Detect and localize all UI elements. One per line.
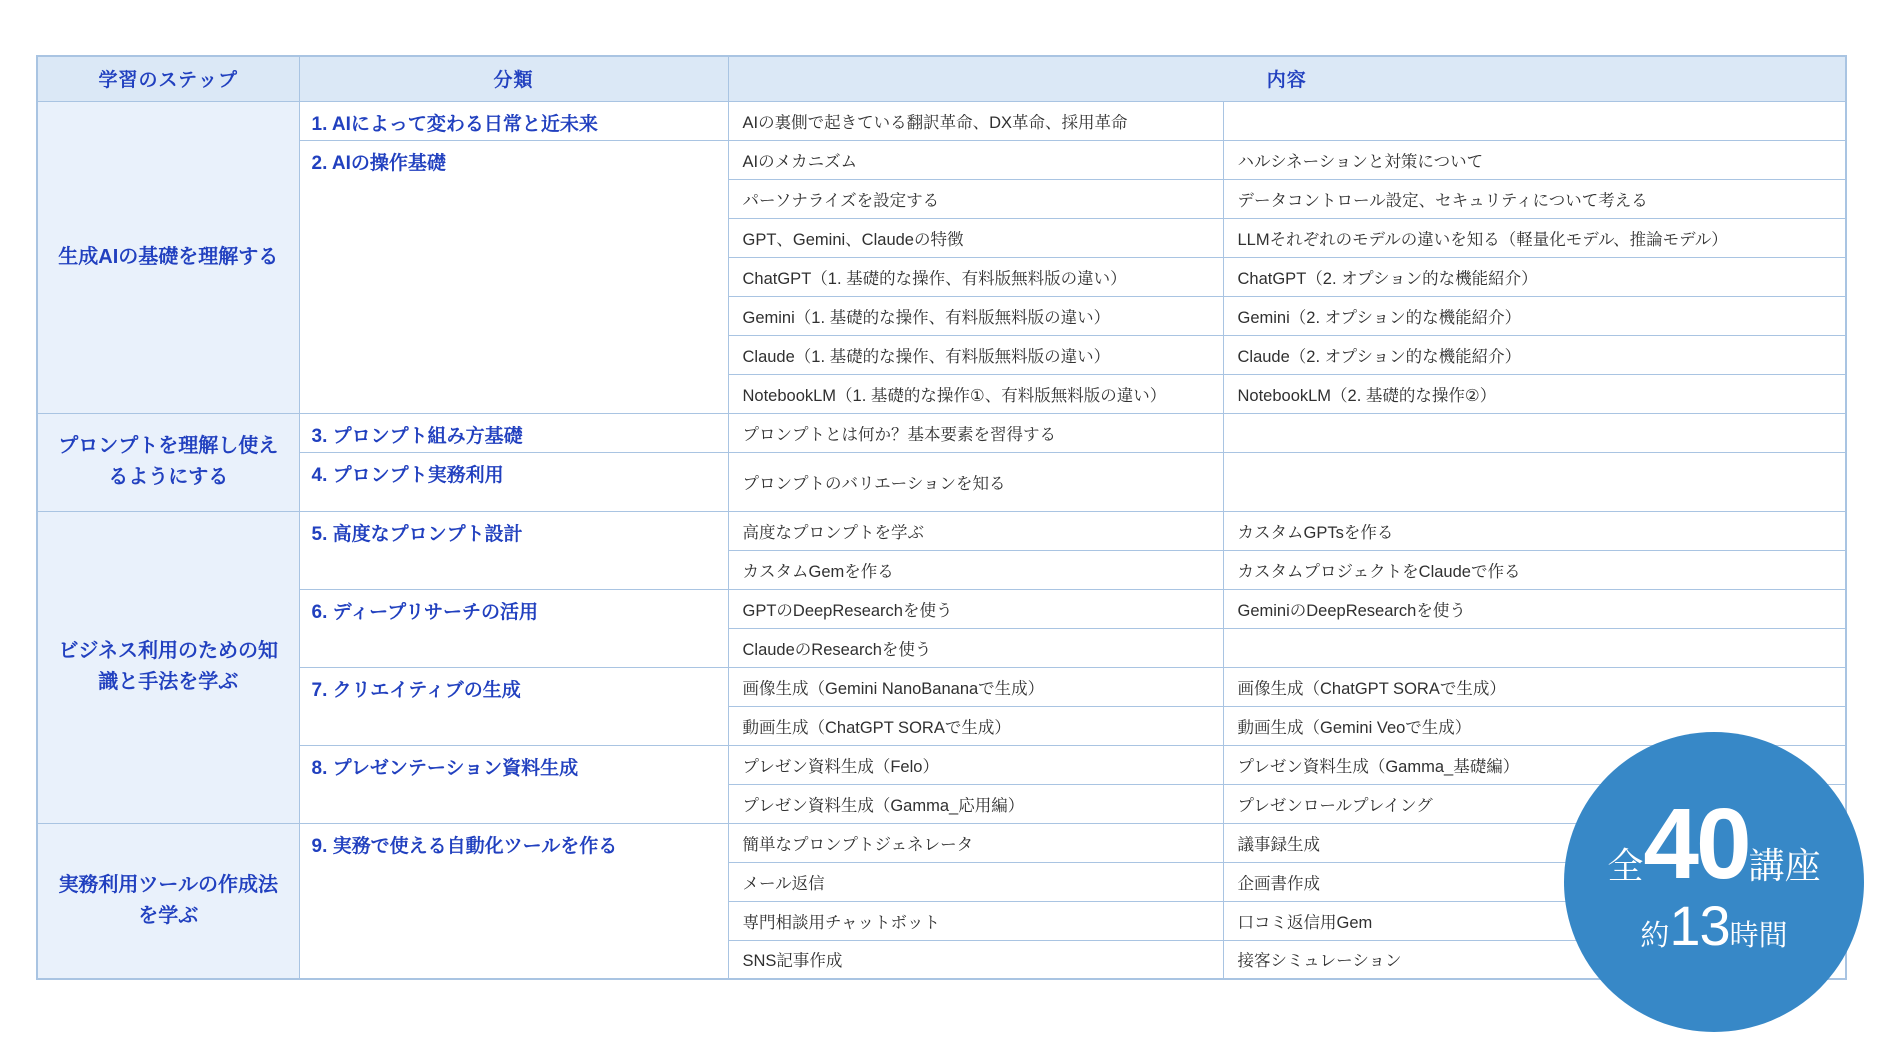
content-cell-left: プロンプトのバリエーションを知る bbox=[728, 452, 1223, 511]
category-cell: 5. 高度なプロンプト設計 bbox=[299, 511, 728, 589]
course-count-badge bbox=[1564, 732, 1864, 1032]
content-cell-left: AIの裏側で起きている翻訳革命、DX革命、採用革命 bbox=[728, 101, 1223, 140]
header-row bbox=[37, 56, 1846, 101]
content-cell-left: ClaudeのResearchを使う bbox=[728, 628, 1223, 667]
content-cell-left: パーソナライズを設定する bbox=[728, 179, 1223, 218]
table-row bbox=[37, 452, 1846, 511]
header-step: 学習のステップ bbox=[37, 56, 299, 101]
content-cell-right: 議事録生成 bbox=[1223, 823, 1846, 862]
table-header bbox=[37, 56, 1846, 101]
content-cell-left: Gemini（1. 基礎的な操作、有料版無料版の違い） bbox=[728, 296, 1223, 335]
content-cell-right: データコントロール設定、セキュリティについて考える bbox=[1223, 179, 1846, 218]
content-cell-right: NotebookLM（2. 基礎的な操作②） bbox=[1223, 374, 1846, 413]
table-row bbox=[37, 140, 1846, 179]
total-courses-number: 40 bbox=[1643, 787, 1749, 900]
table-row bbox=[37, 589, 1846, 628]
table-row bbox=[37, 667, 1846, 706]
content-cell-left: 簡単なプロンプトジェネレータ bbox=[728, 823, 1223, 862]
total-hours-number: 13 bbox=[1669, 893, 1730, 957]
category-cell: 4. プロンプト実務利用 bbox=[299, 452, 728, 511]
table-row bbox=[37, 101, 1846, 140]
total-hours-line bbox=[1640, 893, 1788, 957]
step-cell: 生成AIの基礎を理解する bbox=[37, 101, 299, 413]
content-cell-right bbox=[1223, 452, 1846, 511]
content-cell-right: 接客シミュレーション bbox=[1223, 940, 1846, 979]
content-cell-left: メール返信 bbox=[728, 862, 1223, 901]
header-category: 分類 bbox=[299, 56, 728, 101]
content-cell-right: 口コミ返信用Gem bbox=[1223, 901, 1846, 940]
content-cell-left: プロンプトとは何か？基本要素を習得する bbox=[728, 413, 1223, 452]
category-cell: 1. AIによって変わる日常と近未来 bbox=[299, 101, 728, 140]
category-cell: 9. 実務で使える自動化ツールを作る bbox=[299, 823, 728, 979]
content-cell-right: Claude（2. オプション的な機能紹介） bbox=[1223, 335, 1846, 374]
content-cell-right: Gemini（2. オプション的な機能紹介） bbox=[1223, 296, 1846, 335]
content-cell-left: プレゼン資料生成（Gamma_応用編） bbox=[728, 784, 1223, 823]
content-cell-left: SNS記事作成 bbox=[728, 940, 1223, 979]
content-cell-left: ChatGPT（1. 基礎的な操作、有料版無料版の違い） bbox=[728, 257, 1223, 296]
content-cell-right: プレゼン資料生成（Gamma_基礎編） bbox=[1223, 745, 1846, 784]
content-cell-right bbox=[1223, 101, 1846, 140]
content-cell-left: NotebookLM（1. 基礎的な操作①、有料版無料版の違い） bbox=[728, 374, 1223, 413]
content-cell-left: 専門相談用チャットボット bbox=[728, 901, 1223, 940]
category-cell: 6. ディープリサーチの活用 bbox=[299, 589, 728, 667]
content-cell-right bbox=[1223, 628, 1846, 667]
content-cell-right: カスタムプロジェクトをClaudeで作る bbox=[1223, 550, 1846, 589]
content-cell-right: カスタムGPTsを作る bbox=[1223, 511, 1846, 550]
category-cell: 7. クリエイティブの生成 bbox=[299, 667, 728, 745]
content-cell-right: 画像生成（ChatGPT SORAで生成） bbox=[1223, 667, 1846, 706]
table-row bbox=[37, 511, 1846, 550]
category-cell: 3. プロンプト組み方基礎 bbox=[299, 413, 728, 452]
content-cell-left: 高度なプロンプトを学ぶ bbox=[728, 511, 1223, 550]
total-courses-prefix: 全 bbox=[1607, 844, 1644, 886]
total-hours-suffix: 時間 bbox=[1729, 919, 1788, 952]
content-cell-right: プレゼンロールプレイング bbox=[1223, 784, 1846, 823]
content-cell-right: ChatGPT（2. オプション的な機能紹介） bbox=[1223, 257, 1846, 296]
content-cell-left: AIのメカニズム bbox=[728, 140, 1223, 179]
step-cell: プロンプトを理解し使えるようにする bbox=[37, 413, 299, 511]
step-cell: 実務利用ツールの作成法を学ぶ bbox=[37, 823, 299, 979]
total-hours-prefix: 約 bbox=[1640, 919, 1670, 952]
content-cell-left: Claude（1. 基礎的な操作、有料版無料版の違い） bbox=[728, 335, 1223, 374]
content-cell-right: 動画生成（Gemini Veoで生成） bbox=[1223, 706, 1846, 745]
category-cell: 2. AIの操作基礎 bbox=[299, 140, 728, 413]
content-cell-left: 画像生成（Gemini NanoBananaで生成） bbox=[728, 667, 1223, 706]
category-cell: 8. プレゼンテーション資料生成 bbox=[299, 745, 728, 823]
table-row bbox=[37, 745, 1846, 784]
content-cell-right: 企画書作成 bbox=[1223, 862, 1846, 901]
content-cell-right: GeminiのDeepResearchを使う bbox=[1223, 589, 1846, 628]
content-cell-left: プレゼン資料生成（Felo） bbox=[728, 745, 1223, 784]
header-content: 内容 bbox=[728, 56, 1846, 101]
total-courses-line bbox=[1607, 787, 1821, 900]
content-cell-left: 動画生成（ChatGPT SORAで生成） bbox=[728, 706, 1223, 745]
content-cell-left: GPT、Gemini、Claudeの特徴 bbox=[728, 218, 1223, 257]
table-row bbox=[37, 413, 1846, 452]
content-cell-right bbox=[1223, 413, 1846, 452]
content-cell-right: ハルシネーションと対策について bbox=[1223, 140, 1846, 179]
content-cell-left: カスタムGemを作る bbox=[728, 550, 1223, 589]
content-cell-left: GPTのDeepResearchを使う bbox=[728, 589, 1223, 628]
total-courses-suffix: 講座 bbox=[1748, 844, 1821, 886]
step-cell: ビジネス利用のための知識と手法を学ぶ bbox=[37, 511, 299, 823]
content-cell-right: LLMそれぞれのモデルの違いを知る（軽量化モデル、推論モデル） bbox=[1223, 218, 1846, 257]
